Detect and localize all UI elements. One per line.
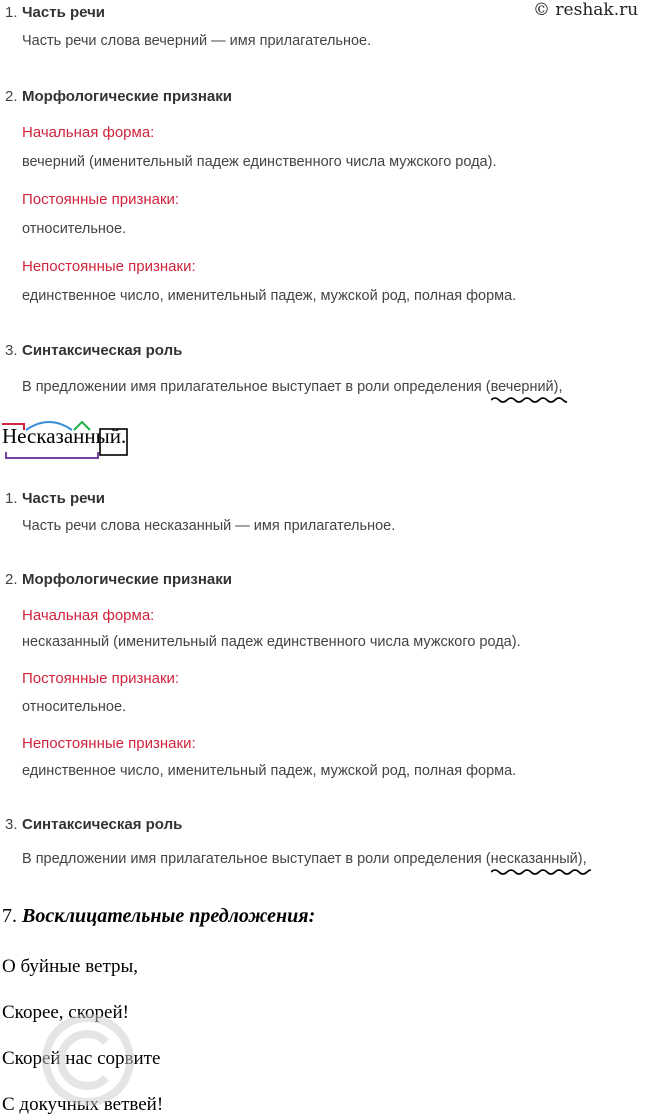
- constant-features-label: Постоянные признаки:: [22, 191, 180, 208]
- constant-features-text: относительное.: [22, 699, 127, 715]
- section-title: Часть речи: [22, 490, 106, 507]
- item-number: 2.: [5, 88, 18, 105]
- section-title: Часть речи: [22, 4, 106, 21]
- section-title: Морфологические признаки: [22, 571, 232, 588]
- item-number: 3.: [5, 816, 18, 833]
- part-of-speech-text: Часть речи слова несказанный — имя прилагательное.: [22, 518, 396, 534]
- watermark: © reshak.ru: [533, 0, 639, 20]
- poem-line: О буйные ветры,: [2, 956, 139, 977]
- section-title: Синтаксическая роль: [22, 816, 183, 833]
- syntax-text-before: В предложении имя прилагательное выступает в роли определения (: [22, 851, 491, 867]
- item-number: 1.: [5, 4, 18, 21]
- section-title: Морфологические признаки: [22, 88, 232, 105]
- section-7-heading: [2, 905, 315, 928]
- variable-features-text: единственное число, именительный падеж, мужской род, полная форма.: [22, 288, 517, 304]
- constant-features-text: относительное.: [22, 221, 127, 237]
- part-of-speech-text: Часть речи слова вечерний — имя прилагательное.: [22, 33, 372, 49]
- syntax-role-text: [22, 851, 587, 867]
- root: сказан: [27, 424, 85, 448]
- ending: ый: [95, 424, 122, 448]
- syntax-text-before: В предложении имя прилагательное выступает в роли определения (: [22, 379, 491, 395]
- poem-line: Скорей нас сорвите: [2, 1048, 161, 1069]
- poem-line: С докучных ветвей!: [2, 1094, 164, 1115]
- initial-form-text: вечерний (именительный падеж единственного числа мужского рода).: [22, 154, 497, 170]
- item-number: 3.: [5, 342, 18, 359]
- poem-line: Скорее, скорей!: [2, 1002, 129, 1023]
- morphemic-analysis-word: [2, 424, 126, 464]
- variable-features-text: единственное число, именительный падеж, мужской род, полная форма.: [22, 763, 517, 779]
- initial-form-label: Начальная форма:: [22, 607, 155, 624]
- wavy-underline-icon: [491, 396, 567, 404]
- syntax-word: вечерний: [490, 379, 554, 395]
- variable-features-label: Непостоянные признаки:: [22, 258, 196, 275]
- variable-features-label: Непостоянные признаки:: [22, 735, 196, 752]
- section-7-title: Восклицательные предложения:: [22, 905, 316, 927]
- item-number: 2.: [5, 571, 18, 588]
- syntax-text-after: ),: [553, 379, 563, 395]
- constant-features-label: Постоянные признаки:: [22, 670, 180, 687]
- morpheme-marks-icon: [2, 420, 132, 470]
- wavy-underlined-word: [491, 851, 578, 867]
- tail-period: .: [121, 424, 127, 448]
- initial-form-label: Начальная форма:: [22, 124, 155, 141]
- item-number: 1.: [5, 490, 18, 507]
- suffix: н: [84, 424, 96, 448]
- syntax-text-after: ),: [577, 851, 587, 867]
- syntax-word: несказанный: [490, 851, 578, 867]
- syntax-role-text: [22, 379, 563, 395]
- wavy-underline-icon: [491, 868, 591, 876]
- section-7-number: 7.: [2, 905, 17, 927]
- wavy-underlined-word: [491, 379, 554, 395]
- prefix: Не: [2, 424, 28, 448]
- initial-form-text: несказанный (именительный падеж единственного числа мужского рода).: [22, 634, 521, 650]
- section-title: Синтаксическая роль: [22, 342, 183, 359]
